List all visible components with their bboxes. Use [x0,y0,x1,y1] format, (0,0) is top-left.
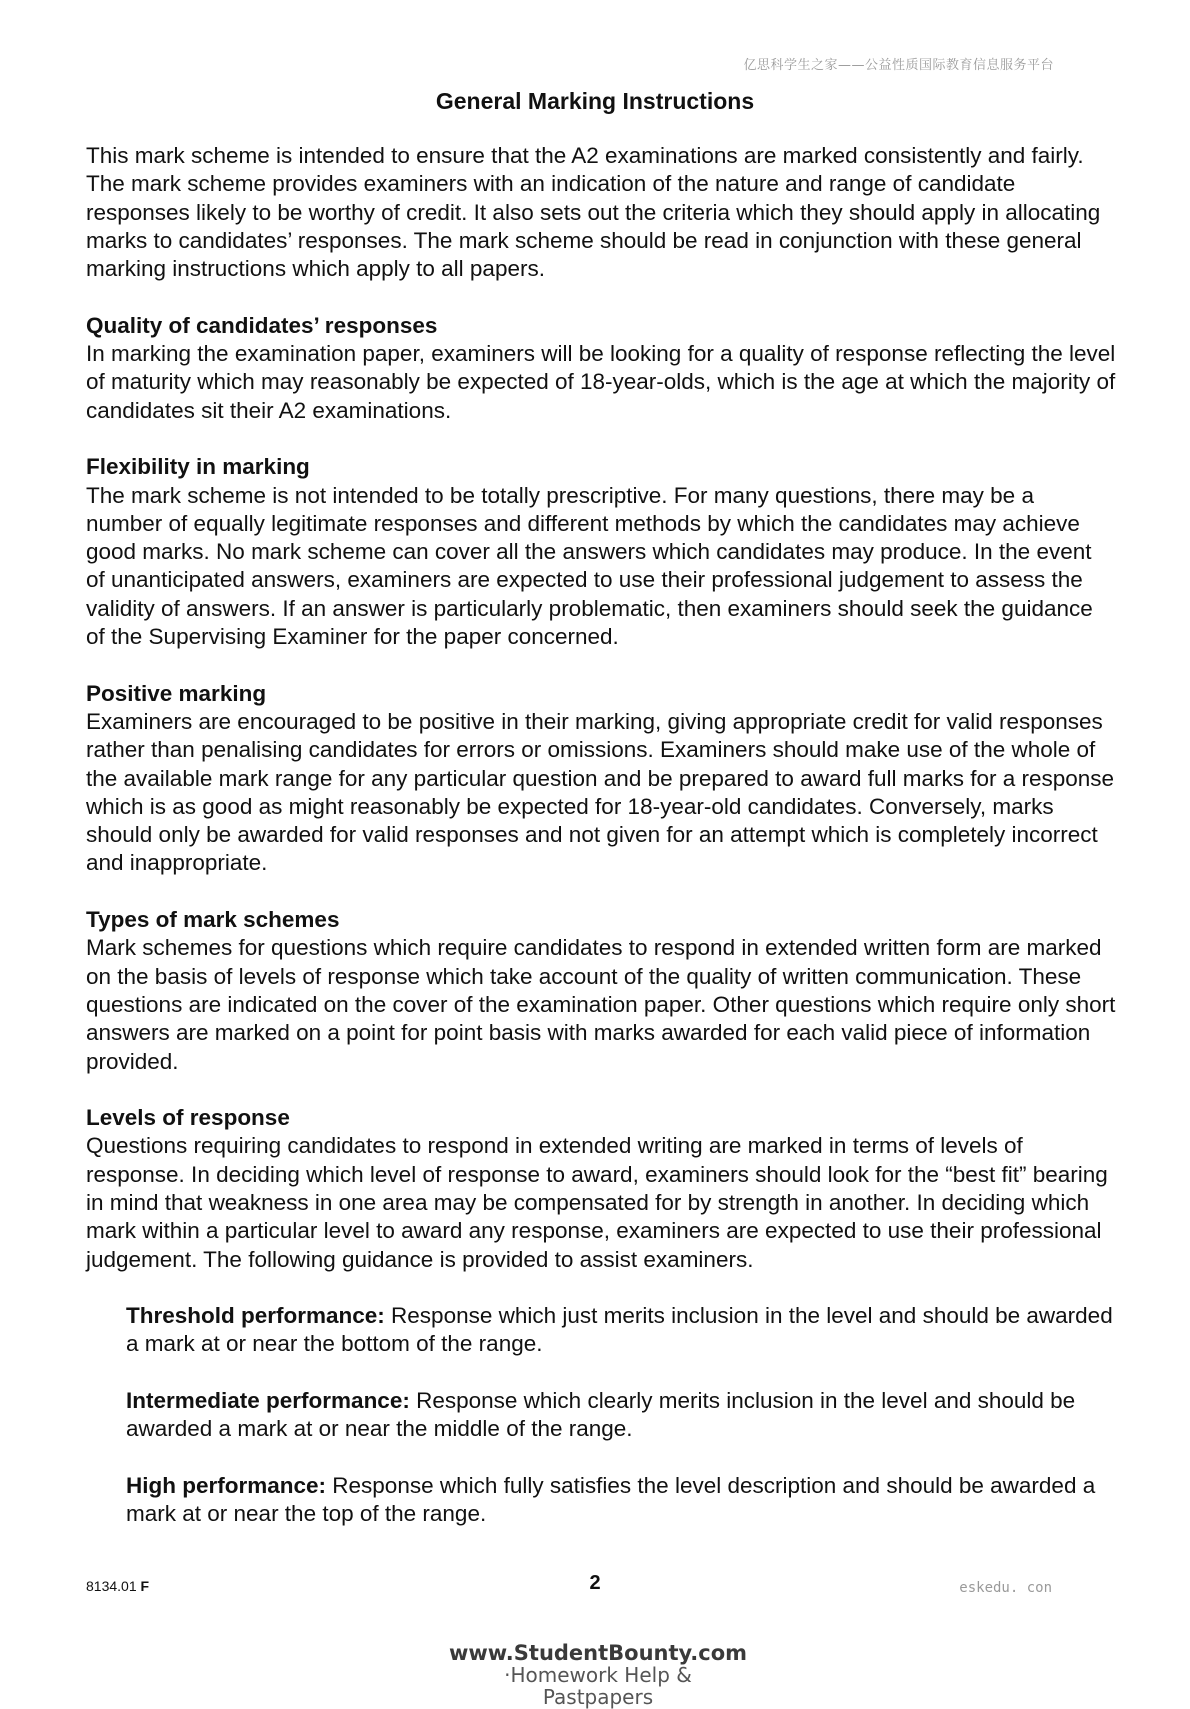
performance-label: Intermediate performance: [126,1388,410,1414]
section-heading: Levels of response [86,1105,290,1131]
performance-label: Threshold performance: [126,1303,385,1329]
section-body: Examiners are encouraged to be positive in their marking, giving appropriate credit for valid responses rather than penalising candidates for errors or omissions. Examiners should make use of the whole of the available mark range for any particular question and be prepared to award full marks for a response which is as good as might reasonably be expected for 18-year-old candidates. Conversely, marks should only be awarded for valid responses and not given for an attempt which is completely incorrect and inappropriate. [86,708,1115,876]
section-body: In marking the examination paper, examiners will be looking for a quality of response reflecting the level of maturity which may reasonably be expected of 18-year-olds, which is the age at which the majority of candidates sit their A2 examinations. [86,341,1116,423]
page-title: General Marking Instructions [435,88,755,114]
section-positive-marking [86,680,1116,878]
header-watermark: 亿思科学生之家——公益性质国际教育信息服务平台 [743,58,1054,73]
section-heading: Types of mark schemes [86,907,340,933]
section-levels-of-response [86,1104,1116,1274]
section-heading: Flexibility in marking [86,454,310,480]
paper-code-number: 8134.01 [86,1578,137,1594]
section-body: The mark scheme is not intended to be totally prescriptive. For many questions, there may be a number of equally legitimate responses and different methods by which the candidates may achieve good marks. No mark scheme can cover all the answers which candidates may produce. In the event of unanticipated answers, examiners are expected to use their professional judgement to assess the validity of answers. If an answer is particularly problematic, then examiners should seek the guidance of the Supervising Examiner for the paper concerned. [86,482,1093,650]
performance-level-high [126,1472,1116,1529]
section-body: Questions requiring candidates to respond in extended writing are marked in terms of levels of response. In deciding which level of response to award, examiners should look for the “best fit” bearing in mind that weakness in one area may be compensated for by strength in another. In deciding which mark within a particular level to award any response, examiners are expected to use their professional judgement. The following guidance is provided to assist examiners. [86,1133,1108,1272]
section-heading: Quality of candidates’ responses [86,312,438,338]
logo-tagline: ·Homework Help & Pastpapers [504,1663,692,1709]
performance-text: Response which fully satisfies the level description and should be awarded a mark at or near the top of the range. [126,1472,1096,1527]
footer-watermark: eskedu. con [959,1580,1052,1596]
document-body [86,142,1116,1557]
intro-paragraph: This mark scheme is intended to ensure that the A2 examinations are marked consistently and fairly. The mark scheme provides examiners with an indication of the nature and range of candidate responses likely to be worthy of credit. It also sets out the criteria which they should apply in allocating marks to candidates’ responses. The mark scheme should be read in conjunction with these general marking instructions which apply to all papers. [86,143,1101,282]
logo-url: www.StudentBounty.com [448,1641,748,1665]
performance-level-threshold [126,1302,1116,1359]
section-quality [86,312,1116,425]
page-number: 2 [589,1572,601,1594]
performance-label: High performance: [126,1472,327,1498]
section-flexibility [86,453,1116,651]
section-body: Mark schemes for questions which require candidates to respond in extended written form are marked on the basis of levels of response which take account of the quality of written communication. These questions are indicated on the cover of the examination paper. Other questions which require only short answers are marked on a point for point basis with marks awarded for each valid piece of information provided. [86,935,1116,1074]
section-types-of-mark-schemes [86,906,1116,1076]
performance-text: Response which just merits inclusion in the level and should be awarded a mark at or near the bottom of the range. [126,1303,1113,1357]
performance-text: Response which clearly merits inclusion in the level and should be awarded a mark at or near the middle of the range. [126,1388,1076,1442]
studentbounty-logo[interactable] [448,1642,748,1708]
performance-level-intermediate [126,1387,1116,1444]
section-heading: Positive marking [86,680,267,706]
paper-code-suffix: F [140,1578,150,1594]
